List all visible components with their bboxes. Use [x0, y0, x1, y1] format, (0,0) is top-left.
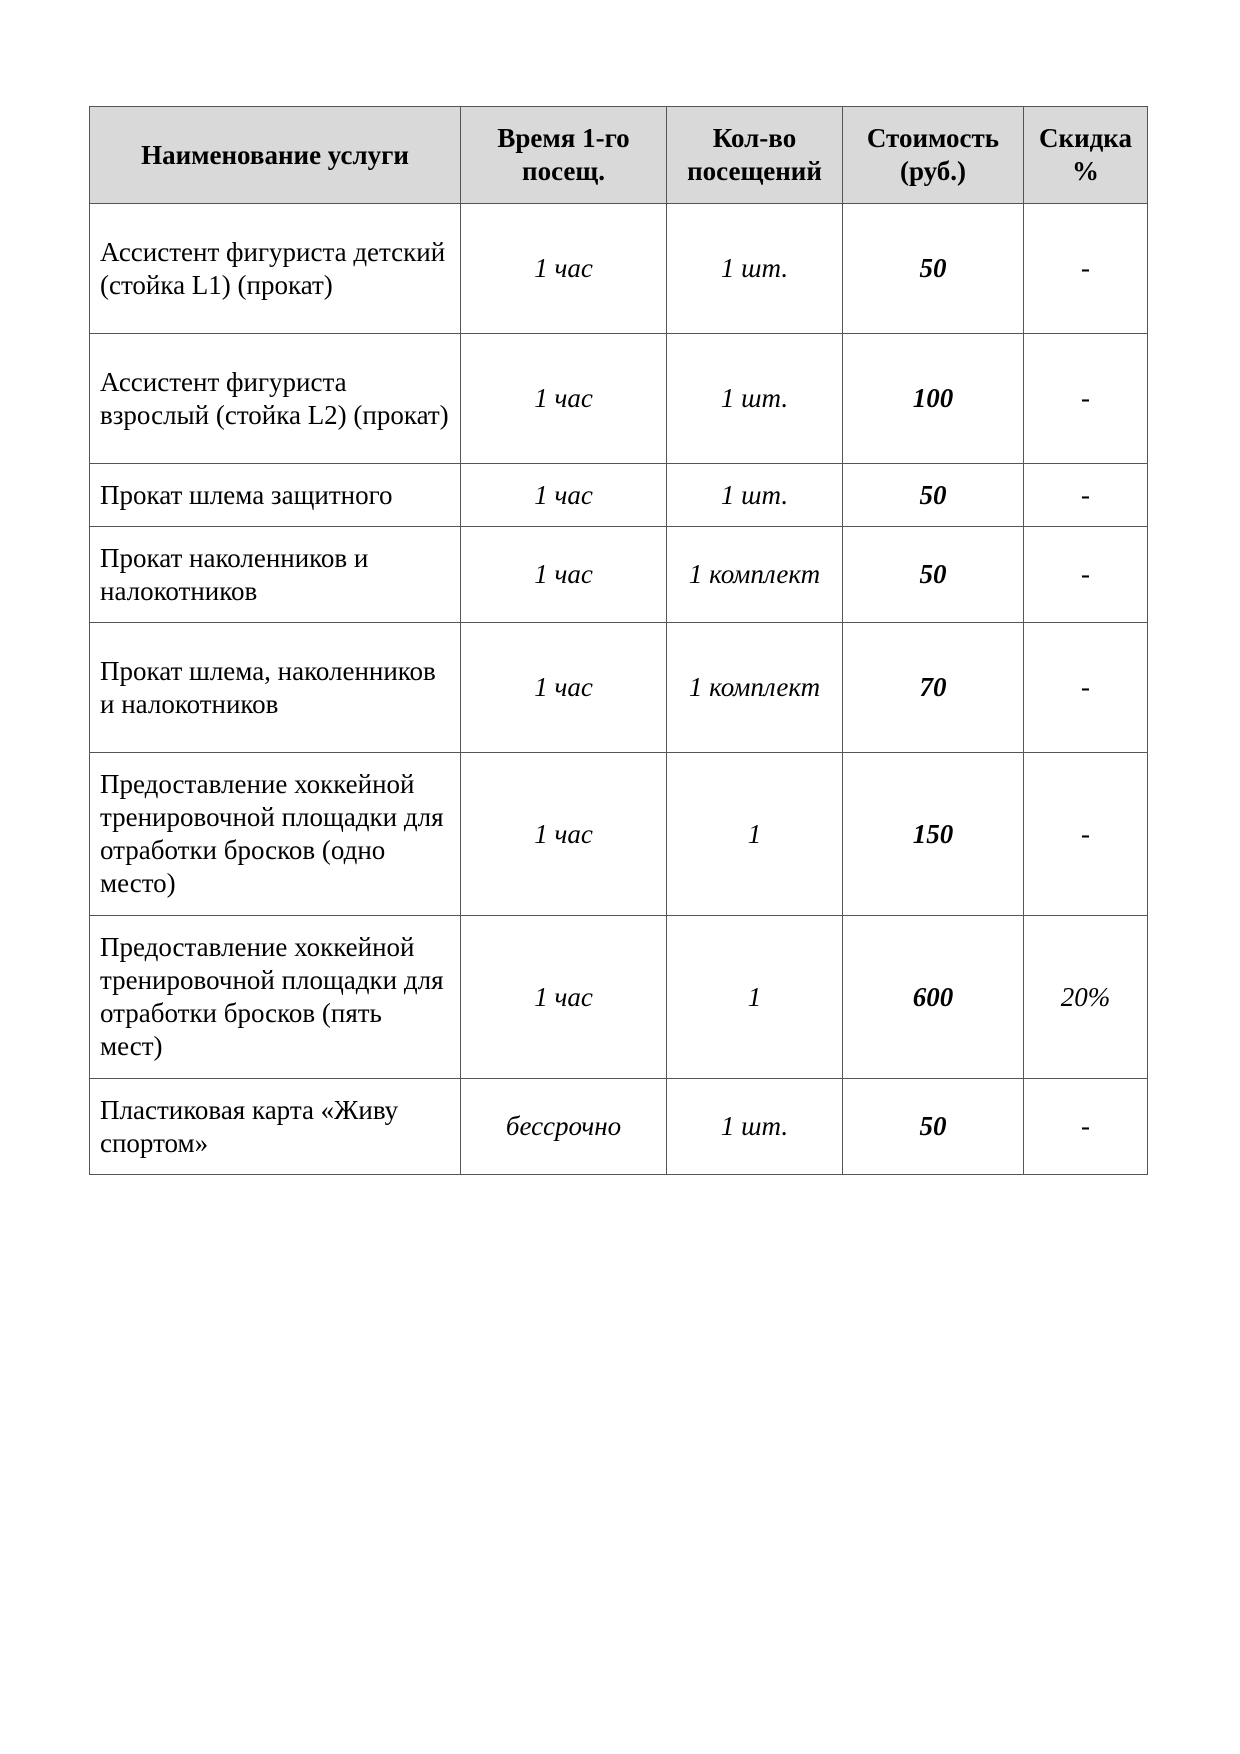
service-name-cell: Ассистент фигуриста детский (стойка L1) (прокат) [90, 204, 461, 334]
count-cell: 1 шт. [667, 334, 843, 464]
count-cell: 1 шт. [667, 1079, 843, 1175]
count-cell: 1 [667, 753, 843, 916]
price-cell: 50 [843, 204, 1024, 334]
price-cell: 50 [843, 1079, 1024, 1175]
discount-cell: - [1024, 1079, 1148, 1175]
table-row [90, 464, 1148, 527]
count-cell: 1 шт. [667, 204, 843, 334]
table-row [90, 623, 1148, 753]
price-cell: 600 [843, 916, 1024, 1079]
time-cell: 1 час [461, 753, 667, 916]
count-cell: 1 [667, 916, 843, 1079]
discount-cell: - [1024, 623, 1148, 753]
discount-cell: - [1024, 334, 1148, 464]
time-cell: 1 час [461, 464, 667, 527]
discount-cell: - [1024, 527, 1148, 623]
table-row [90, 527, 1148, 623]
service-name-cell: Предоставление хоккейной тренировочной площадки для отработки бросков (одно место) [90, 753, 461, 916]
table-row [90, 204, 1148, 334]
price-cell: 150 [843, 753, 1024, 916]
time-cell: 1 час [461, 527, 667, 623]
price-cell: 70 [843, 623, 1024, 753]
service-name-cell: Ассистент фигуриста взрослый (стойка L2) (прокат) [90, 334, 461, 464]
table-row [90, 334, 1148, 464]
price-cell: 50 [843, 527, 1024, 623]
header-service-name: Наименование услуги [90, 107, 461, 204]
table-row [90, 916, 1148, 1079]
price-table [89, 106, 1148, 1175]
count-cell: 1 комплект [667, 623, 843, 753]
count-cell: 1 шт. [667, 464, 843, 527]
time-cell: 1 час [461, 334, 667, 464]
table-row [90, 753, 1148, 916]
service-name-cell: Прокат наколенников и налокотников [90, 527, 461, 623]
price-cell: 50 [843, 464, 1024, 527]
header-discount: Скидка % [1024, 107, 1148, 204]
discount-cell: - [1024, 204, 1148, 334]
count-cell: 1 комплект [667, 527, 843, 623]
header-visit-count: Кол-во посещений [667, 107, 843, 204]
service-name-cell: Предоставление хоккейной тренировочной площадки для отработки бросков (пять мест) [90, 916, 461, 1079]
time-cell: 1 час [461, 623, 667, 753]
discount-cell: - [1024, 464, 1148, 527]
service-name-cell: Прокат шлема, наколенников и налокотников [90, 623, 461, 753]
discount-cell: - [1024, 753, 1148, 916]
discount-cell: 20% [1024, 916, 1148, 1079]
time-cell: 1 час [461, 916, 667, 1079]
time-cell: 1 час [461, 204, 667, 334]
table-header-row [90, 107, 1148, 204]
time-cell: бессрочно [461, 1079, 667, 1175]
header-price: Стоимость (руб.) [843, 107, 1024, 204]
header-first-visit-time: Время 1-го посещ. [461, 107, 667, 204]
table-row [90, 1079, 1148, 1175]
service-name-cell: Прокат шлема защитного [90, 464, 461, 527]
service-name-cell: Пластиковая карта «Живу спортом» [90, 1079, 461, 1175]
price-cell: 100 [843, 334, 1024, 464]
